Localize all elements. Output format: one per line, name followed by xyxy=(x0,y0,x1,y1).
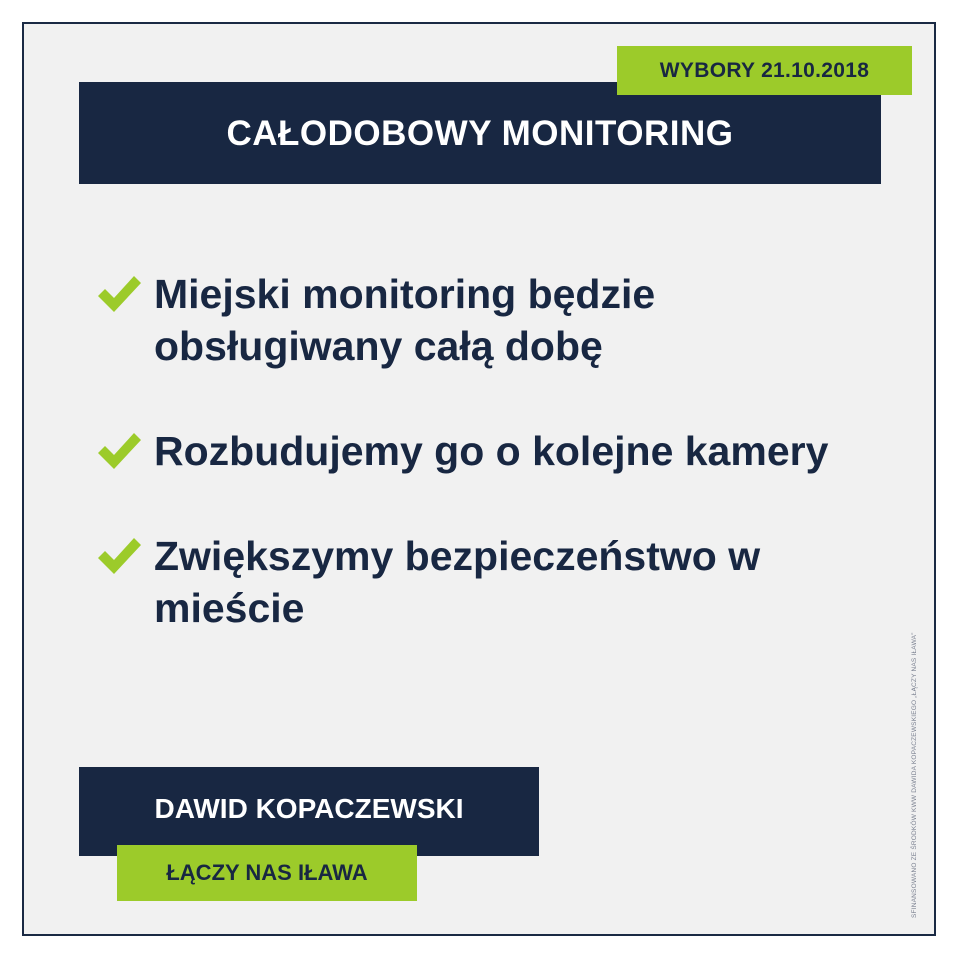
candidate-name-banner xyxy=(79,767,539,856)
program-points-list xyxy=(96,268,876,687)
list-item xyxy=(96,425,876,477)
check-icon xyxy=(96,274,142,316)
candidate-name: DAWID KOPACZEWSKI xyxy=(154,793,464,824)
check-icon xyxy=(96,431,142,473)
title-banner xyxy=(79,82,881,184)
funding-note: SFINANSOWANO ZE ŚRODKÓW KWW DAWIDA KOPACZEWSKIEGO „ŁĄCZY NAS IŁAWA” xyxy=(911,632,918,918)
page-title: CAŁODOBOWY MONITORING xyxy=(226,114,734,153)
list-item xyxy=(96,530,876,634)
election-date-tag xyxy=(617,46,912,95)
list-item xyxy=(96,268,876,372)
slogan-tag xyxy=(117,845,417,901)
slogan: ŁĄCZY NAS IŁAWA xyxy=(166,860,368,885)
program-point-text: Miejski monitoring będzie obsługiwany całą dobę xyxy=(154,271,656,369)
program-point-text: Rozbudujemy go o kolejne kamery xyxy=(154,428,829,474)
check-icon xyxy=(96,536,142,578)
election-date: WYBORY 21.10.2018 xyxy=(659,58,870,82)
program-point-text: Zwiększymy bezpieczeństwo w mieście xyxy=(154,533,761,631)
